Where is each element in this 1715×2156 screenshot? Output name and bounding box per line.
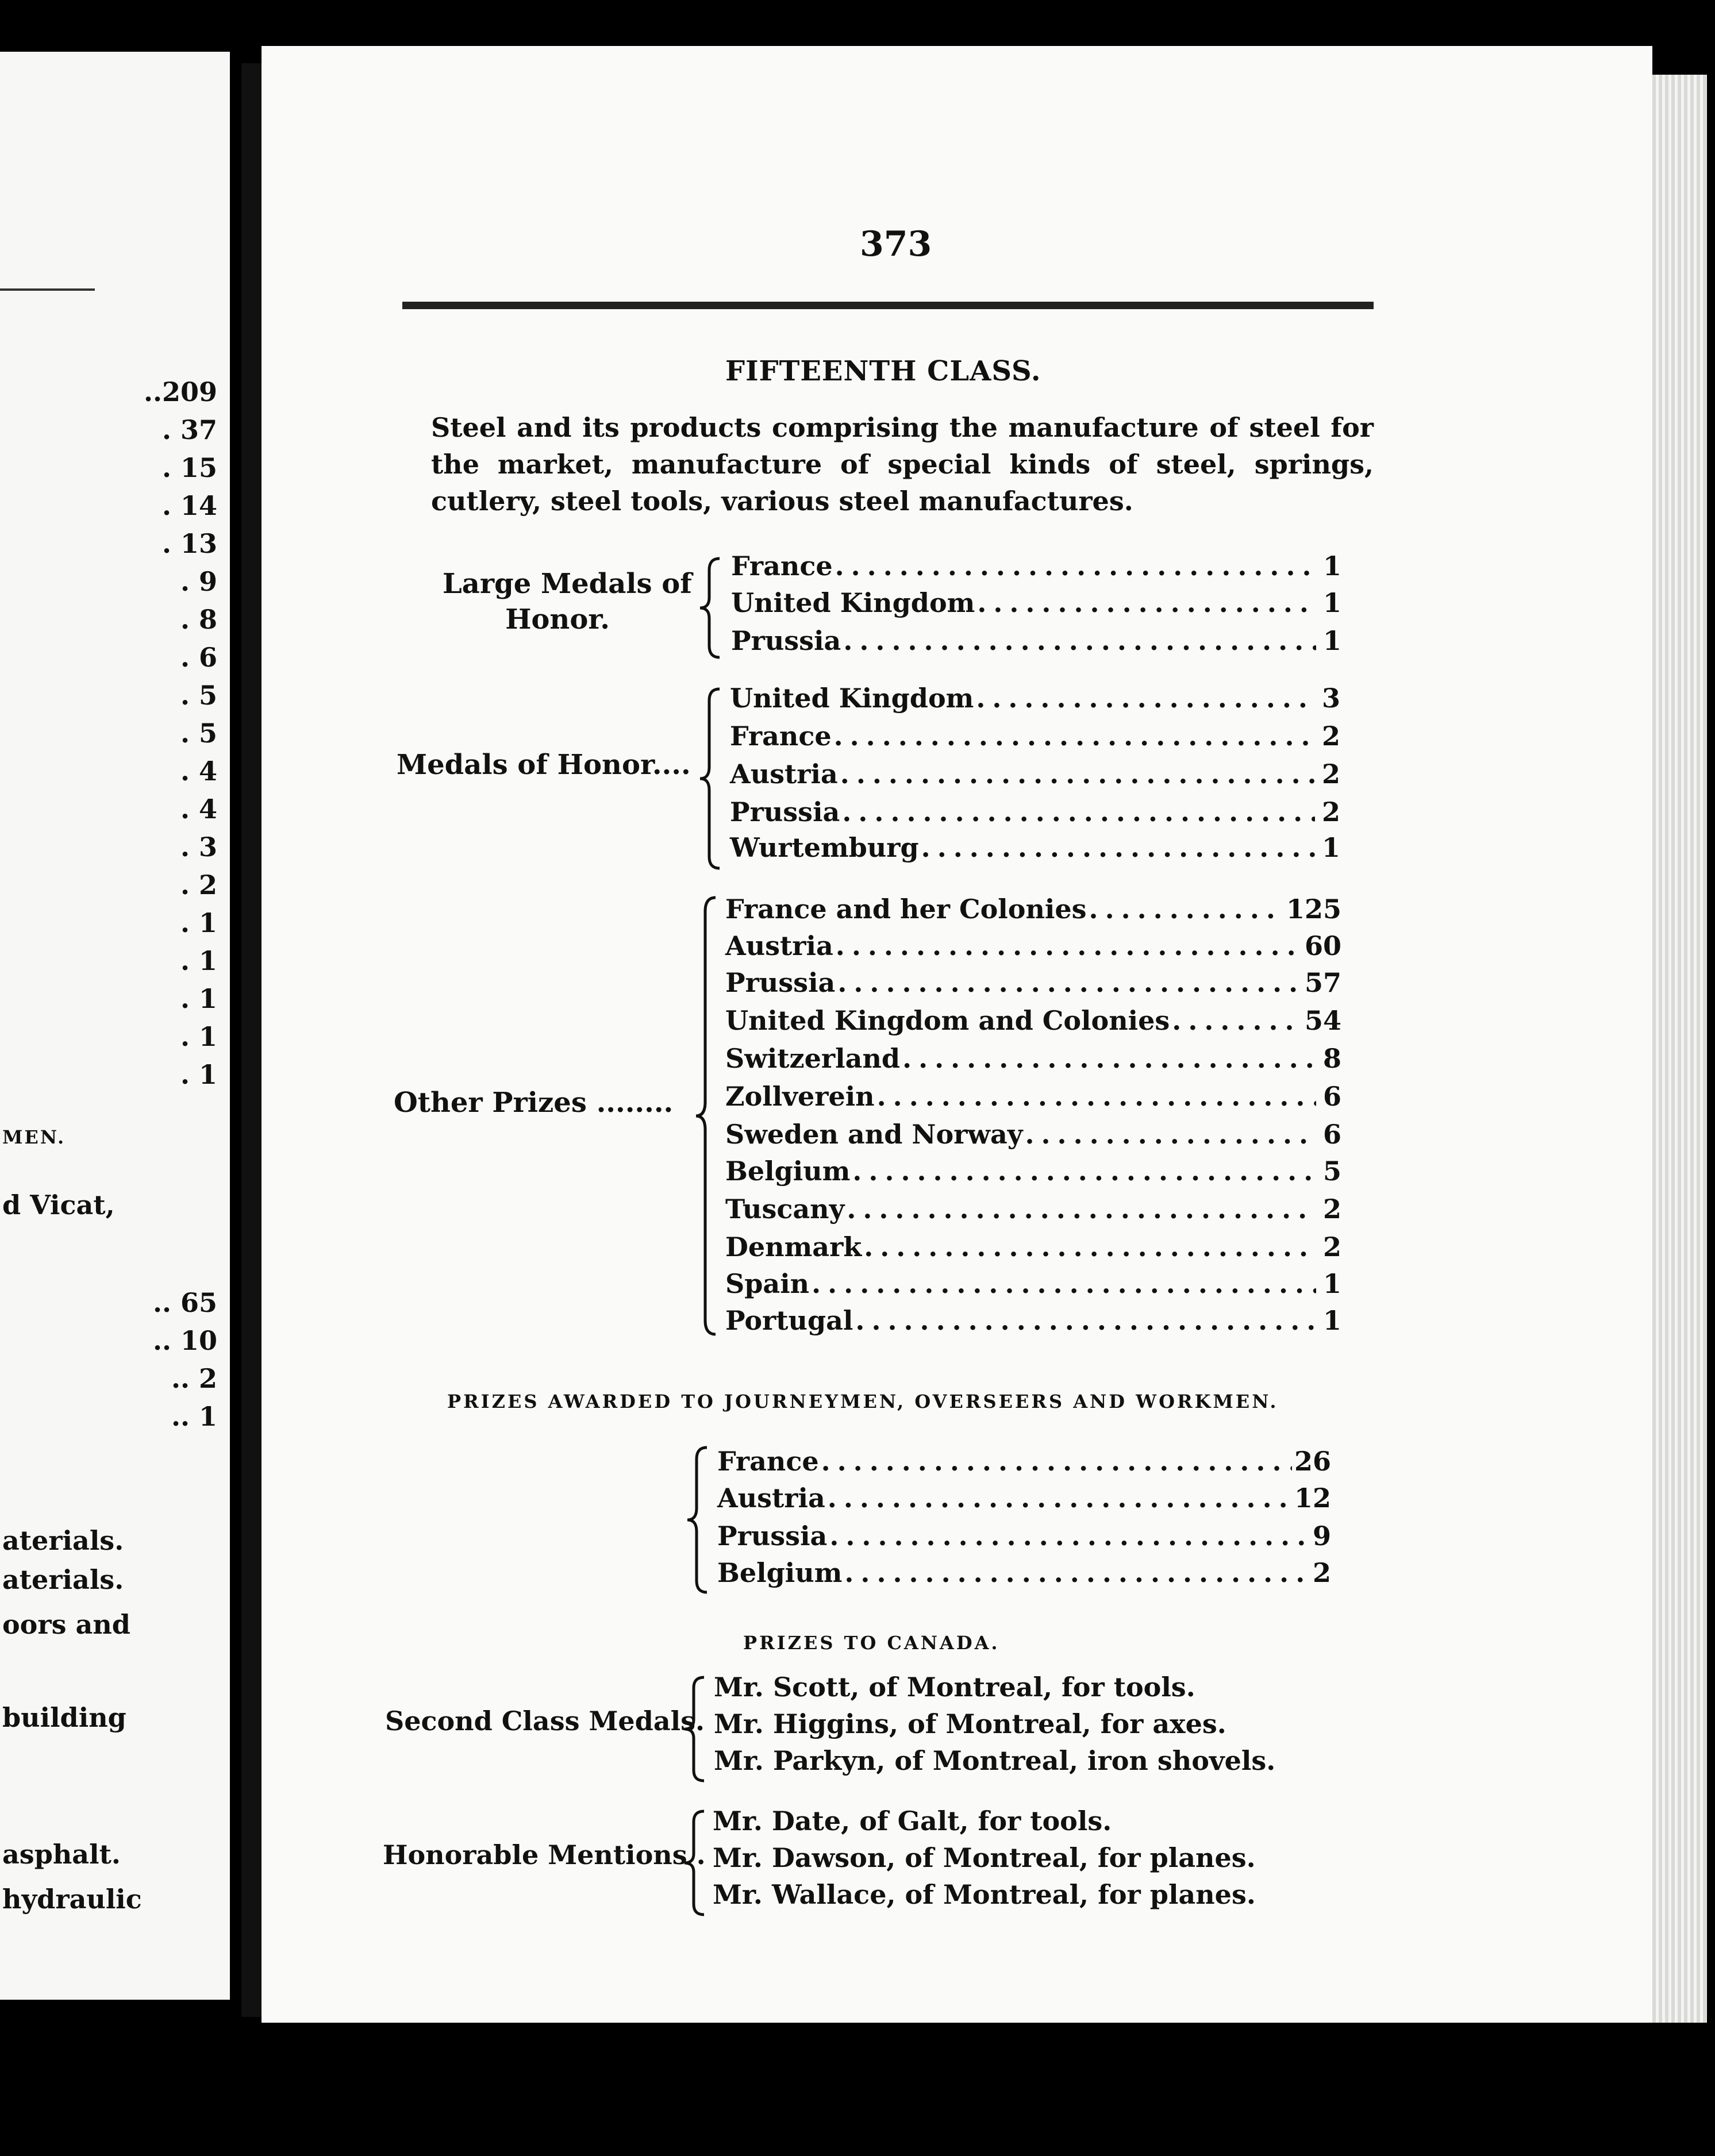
facing-text-fragment: aterials. <box>2 1564 124 1595</box>
page-edges <box>1652 75 1707 2023</box>
award-row <box>725 1081 1341 1116</box>
canada-award: Mr. Parkyn, of Montreal, iron shovels. <box>714 1745 1276 1776</box>
facing-number: . 1 <box>180 907 217 938</box>
dot-leader <box>837 967 1302 998</box>
facing-number: . 15 <box>161 452 217 483</box>
facing-number: . 13 <box>161 528 217 559</box>
award-count: 2 <box>1321 721 1340 752</box>
facing-number: . 14 <box>161 490 217 521</box>
award-country: Prussia <box>717 1520 828 1551</box>
award-country: Austria <box>717 1483 825 1514</box>
group-label <box>443 566 692 637</box>
section-description: Steel and its products comprising the manufacture of steel for the market, manufacture of special kinds of steel, springs, cutlery, steel tools, various steel manufactures. <box>431 412 1374 517</box>
brace-icon <box>681 1675 710 1784</box>
canada-heading: PRIZES TO CANADA. <box>743 1632 1000 1654</box>
award-country: Prussia <box>730 796 840 827</box>
facing-text-fragment: aterials. <box>2 1525 124 1556</box>
award-count: 5 <box>1322 1156 1341 1187</box>
brace-icon <box>697 556 725 660</box>
award-count: 125 <box>1286 894 1341 925</box>
dot-leader <box>836 930 1302 961</box>
group-label <box>397 747 695 783</box>
award-count: 1 <box>1322 1305 1341 1336</box>
award-row <box>725 930 1341 966</box>
award-count: 1 <box>1321 832 1340 863</box>
facing-number: .. 1 <box>171 1401 217 1432</box>
award-row <box>730 683 1340 718</box>
award-count: 12 <box>1294 1483 1331 1514</box>
facing-number: . 4 <box>180 794 217 825</box>
award-row <box>717 1446 1331 1481</box>
award-count: 60 <box>1304 930 1341 961</box>
group-label-line: Large Medals of <box>443 568 692 600</box>
award-row <box>725 1268 1341 1304</box>
group-label-line: Other Prizes ........ <box>394 1087 674 1119</box>
award-country: Spain <box>725 1268 810 1299</box>
award-country: Portugal <box>725 1305 853 1336</box>
facing-number: . 1 <box>180 945 217 976</box>
facing-number: . 2 <box>180 869 217 900</box>
award-country: France and her Colonies <box>725 894 1087 925</box>
facing-text-fragment: building <box>2 1702 126 1733</box>
dot-leader <box>855 1305 1316 1336</box>
canada-award: Mr. Date, of Galt, for tools. <box>713 1805 1112 1837</box>
facing-number: . 5 <box>180 680 217 711</box>
award-row <box>731 587 1341 623</box>
dot-leader <box>834 721 1315 752</box>
award-country: Prussia <box>731 625 841 656</box>
award-count: 1 <box>1322 1268 1341 1299</box>
award-row <box>730 721 1340 756</box>
facing-page <box>0 52 230 2000</box>
facing-number: . 4 <box>180 756 217 787</box>
canada-group-label: Second Class Medals. <box>385 1705 705 1737</box>
award-row <box>717 1557 1331 1593</box>
facing-text-fragment: d Vicat, <box>2 1189 115 1221</box>
award-row <box>725 1005 1341 1041</box>
award-row <box>731 625 1341 661</box>
dot-leader <box>842 796 1315 827</box>
group-label <box>394 1085 693 1121</box>
award-row <box>725 1043 1341 1079</box>
award-count: 2 <box>1312 1557 1331 1588</box>
award-country: Belgium <box>725 1156 851 1187</box>
page-number: 373 <box>860 224 932 264</box>
award-country: Denmark <box>725 1231 862 1262</box>
award-count: 6 <box>1322 1081 1341 1112</box>
dot-leader <box>840 759 1315 790</box>
award-count: 2 <box>1321 759 1340 790</box>
dot-leader <box>835 550 1316 582</box>
dot-leader <box>902 1043 1316 1074</box>
dot-leader <box>1025 1119 1317 1150</box>
award-row <box>730 832 1340 868</box>
award-country: France <box>731 550 833 582</box>
award-country: Prussia <box>725 967 836 998</box>
award-row <box>725 967 1341 1003</box>
brace-icon <box>684 1445 713 1595</box>
facing-number: . 1 <box>180 1021 217 1052</box>
award-row <box>730 796 1340 832</box>
canada-award: Mr. Scott, of Montreal, for tools. <box>714 1672 1195 1703</box>
dot-leader <box>864 1231 1316 1262</box>
canada-award-list <box>713 1803 1256 1914</box>
award-count: 8 <box>1322 1043 1341 1074</box>
award-row <box>725 1194 1341 1229</box>
award-count: 2 <box>1321 796 1340 827</box>
brace-icon <box>697 687 725 871</box>
award-row <box>725 1156 1341 1191</box>
facing-number: . 5 <box>180 718 217 749</box>
section-heading: FIFTEENTH CLASS. <box>725 355 1041 387</box>
award-row <box>725 894 1341 929</box>
facing-text-fragment: oors and <box>2 1609 130 1640</box>
canada-group-label: Honorable Mentions . <box>383 1839 706 1870</box>
award-country: France <box>717 1446 819 1477</box>
facing-number: . 1 <box>180 983 217 1014</box>
award-country: United Kingdom <box>730 683 974 714</box>
header-rule <box>402 302 1374 309</box>
award-country: Wurtemburg <box>730 832 919 863</box>
facing-number: .. 65 <box>152 1287 217 1318</box>
award-count: 9 <box>1312 1520 1331 1551</box>
facing-number: . 3 <box>180 831 217 863</box>
dot-leader <box>844 1557 1306 1588</box>
dot-leader <box>828 1483 1292 1514</box>
facing-number: . 8 <box>180 604 217 635</box>
award-row <box>730 759 1340 794</box>
award-country: United Kingdom <box>731 587 975 618</box>
award-row <box>725 1119 1341 1154</box>
award-country: Switzerland <box>725 1043 901 1074</box>
facing-number: . 9 <box>180 566 217 597</box>
facing-number: .. 2 <box>171 1363 217 1394</box>
dot-leader <box>829 1520 1306 1551</box>
group-label-line: Medals of Honor.... <box>397 749 691 781</box>
award-count: 26 <box>1294 1446 1331 1477</box>
dot-leader <box>921 832 1315 863</box>
award-row <box>717 1520 1331 1556</box>
book-gutter <box>241 63 264 2017</box>
canada-award: Mr. Dawson, of Montreal, for planes. <box>713 1842 1256 1873</box>
facing-heading-fragment: MEN. <box>2 1126 66 1148</box>
award-count: 6 <box>1322 1119 1341 1150</box>
award-country: Austria <box>730 759 838 790</box>
group-label-line: Honor. <box>505 603 610 636</box>
dot-leader <box>877 1081 1316 1112</box>
award-country: France <box>730 721 832 752</box>
facing-number: . 1 <box>180 1059 217 1090</box>
brace-icon <box>693 895 721 1338</box>
award-row <box>717 1483 1331 1518</box>
facing-text-fragment: asphalt. <box>2 1839 121 1870</box>
dot-leader <box>843 625 1316 656</box>
award-country: Belgium <box>717 1557 843 1588</box>
canada-award: Mr. Wallace, of Montreal, for planes. <box>713 1879 1256 1910</box>
dot-leader <box>1172 1005 1302 1036</box>
dot-leader <box>847 1194 1316 1225</box>
facing-number: . 37 <box>161 414 217 445</box>
facing-number: ..209 <box>143 376 217 407</box>
award-count: 1 <box>1322 625 1341 656</box>
award-count: 54 <box>1304 1005 1341 1036</box>
award-count: 1 <box>1322 550 1341 582</box>
journeymen-heading: PRIZES AWARDED TO JOURNEYMEN, OVERSEERS AND WORKMEN. <box>447 1391 1279 1412</box>
award-count: 2 <box>1322 1231 1341 1262</box>
award-row <box>725 1231 1341 1267</box>
award-count: 57 <box>1304 967 1341 998</box>
facing-number: .. 10 <box>152 1325 217 1356</box>
facing-page-rule <box>0 288 95 291</box>
award-country: Tuscany <box>725 1194 845 1225</box>
facing-text-fragment: hydraulic <box>2 1884 142 1915</box>
award-row <box>731 550 1341 586</box>
award-count: 3 <box>1321 683 1340 714</box>
award-country: Austria <box>725 930 833 961</box>
dot-leader <box>812 1268 1316 1299</box>
canada-award-list <box>714 1669 1275 1780</box>
award-country: United Kingdom and Colonies <box>725 1005 1170 1036</box>
brace-icon <box>681 1809 710 1918</box>
award-country: Sweden and Norway <box>725 1119 1023 1150</box>
canada-award: Mr. Higgins, of Montreal, for axes. <box>714 1708 1226 1739</box>
award-count: 1 <box>1322 587 1341 618</box>
award-country: Zollverein <box>725 1081 875 1112</box>
facing-number: . 6 <box>180 642 217 673</box>
award-row <box>725 1305 1341 1341</box>
dot-leader <box>821 1446 1292 1477</box>
dot-leader <box>977 587 1316 618</box>
dot-leader <box>976 683 1315 714</box>
dot-leader <box>1089 894 1284 925</box>
award-count: 2 <box>1322 1194 1341 1225</box>
dot-leader <box>852 1156 1316 1187</box>
